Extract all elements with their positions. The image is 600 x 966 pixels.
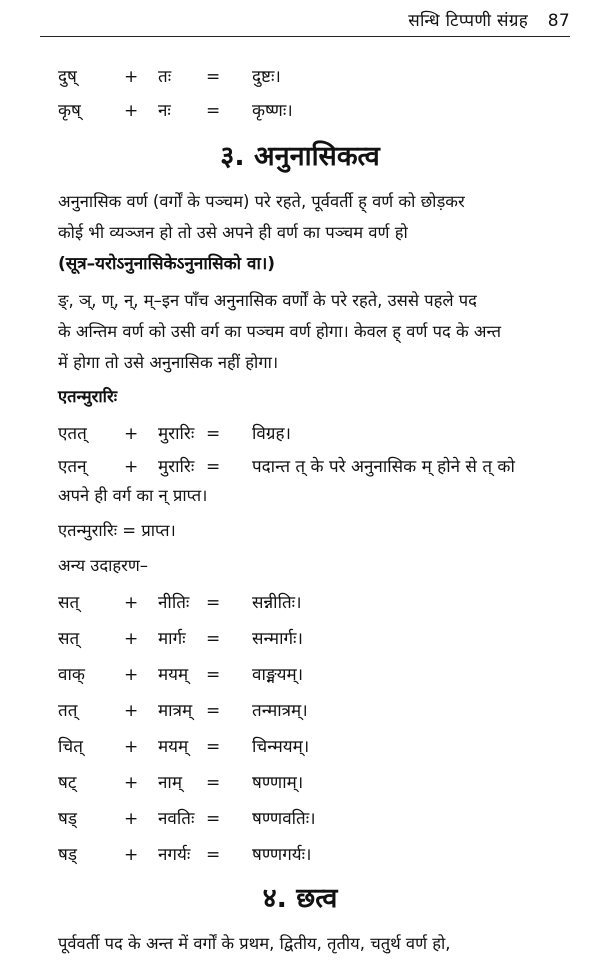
result-term: विग्रह।	[252, 424, 291, 444]
running-header	[408, 8, 570, 31]
term-b: मात्रम्	[158, 701, 193, 721]
term-a: वाक्	[58, 665, 85, 685]
paragraph-line: अनुनासिक वर्ण (वर्गों के पञ्चम) परे रहते, पूर्ववर्ती ह् वर्ण को छोड़कर	[58, 192, 465, 211]
section-heading: ४. छत्व	[262, 883, 338, 914]
equals-sign: =	[206, 67, 221, 87]
term-b: नः	[158, 101, 171, 121]
term-a: दुष्	[58, 67, 77, 87]
example-title: एतन्मुरारिः	[58, 387, 118, 406]
equals-sign: =	[206, 701, 221, 721]
plus-sign: +	[124, 101, 139, 121]
result-term: सन्मार्गः।	[252, 629, 303, 649]
plus-sign: +	[124, 701, 139, 721]
result-term: षण्णवतिः।	[252, 809, 316, 829]
equals-sign: =	[206, 809, 221, 829]
plus-sign: +	[124, 809, 139, 829]
plus-sign: +	[124, 773, 139, 793]
example-result: एतन्मुरारिः = प्राप्त।	[58, 521, 176, 540]
term-a: एतन्	[58, 457, 87, 477]
term-a: सत्	[58, 629, 80, 649]
other-examples-label: अन्य उदाहरण–	[58, 556, 149, 575]
term-b: नाम्	[158, 773, 183, 793]
paragraph-line: अपने ही वर्ग का न् प्राप्त।	[58, 486, 208, 505]
term-a: षट्	[58, 773, 77, 793]
term-a: कृष्	[58, 101, 81, 121]
sutra-reference: (सूत्र–यरोऽनुनासिकेऽनुनासिको वा।)	[58, 254, 276, 274]
plus-sign: +	[124, 67, 139, 87]
header-divider	[40, 36, 570, 37]
result-term: वाङ्मयम्।	[252, 665, 304, 685]
section-heading: ३. अनुनासिकत्व	[220, 141, 380, 172]
result-term: दुष्टः।	[252, 67, 281, 87]
result-term: कृष्णः।	[252, 101, 293, 121]
term-b: तः	[158, 67, 172, 87]
equals-sign: =	[206, 424, 221, 444]
term-a: षड्	[58, 809, 77, 829]
term-a: तत्	[58, 701, 78, 721]
plus-sign: +	[124, 457, 139, 477]
term-b: मुरारिः	[158, 457, 195, 477]
equals-sign: =	[206, 665, 221, 685]
plus-sign: +	[124, 665, 139, 685]
paragraph-line: के अन्तिम वर्ण को उसी वर्ग का पञ्चम वर्ण होगा। केवल ह् वर्ण पद के अन्त	[58, 322, 502, 341]
term-b: नगर्यः	[158, 845, 191, 865]
term-a: चित्	[58, 737, 83, 757]
plus-sign: +	[124, 424, 139, 444]
term-b: मार्गः	[158, 629, 186, 649]
equals-sign: =	[206, 457, 221, 477]
result-term: सन्नीतिः।	[252, 593, 302, 613]
term-a: सत्	[58, 593, 80, 613]
page-number: 87	[547, 11, 570, 31]
paragraph-line: ङ्, ञ्, ण्, न्, म्–इन पाँच अनुनासिक वर्णों के परे रहते, उससे पहले पद	[58, 291, 477, 310]
paragraph-line: में होगा तो उसे अनुनासिक नहीं होगा।	[58, 353, 279, 372]
header-title: सन्धि टिप्पणी संग्रह	[408, 11, 529, 31]
result-term: तन्मात्रम्।	[252, 701, 308, 721]
equals-sign: =	[206, 101, 221, 121]
term-a: षड्	[58, 845, 77, 865]
result-term: षण्णगर्यः।	[252, 845, 312, 865]
paragraph-line: पूर्ववर्ती पद के अन्त में वर्गों के प्रथम, द्वितीय, तृतीय, चतुर्थ वर्ण हो,	[58, 934, 451, 953]
equals-sign: =	[206, 593, 221, 613]
equals-sign: =	[206, 737, 221, 757]
term-b: मुरारिः	[158, 424, 195, 444]
term-a: एतत्	[58, 424, 87, 444]
result-term: चिन्मयम्।	[252, 737, 310, 757]
plus-sign: +	[124, 737, 139, 757]
result-term: पदान्त त् के परे अनुनासिक म् होने से त् को	[252, 457, 515, 477]
term-b: मयम्	[158, 737, 189, 757]
plus-sign: +	[124, 845, 139, 865]
plus-sign: +	[124, 593, 139, 613]
term-b: मयम्	[158, 665, 189, 685]
paragraph-line: कोई भी व्यञ्जन हो तो उसे अपने ही वर्ण का पञ्चम वर्ण हो	[58, 223, 408, 242]
term-b: नवतिः	[158, 809, 195, 829]
result-term: षण्णाम्।	[252, 773, 304, 793]
plus-sign: +	[124, 629, 139, 649]
equals-sign: =	[206, 845, 221, 865]
equals-sign: =	[206, 773, 221, 793]
equals-sign: =	[206, 629, 221, 649]
term-b: नीतिः	[158, 593, 190, 613]
